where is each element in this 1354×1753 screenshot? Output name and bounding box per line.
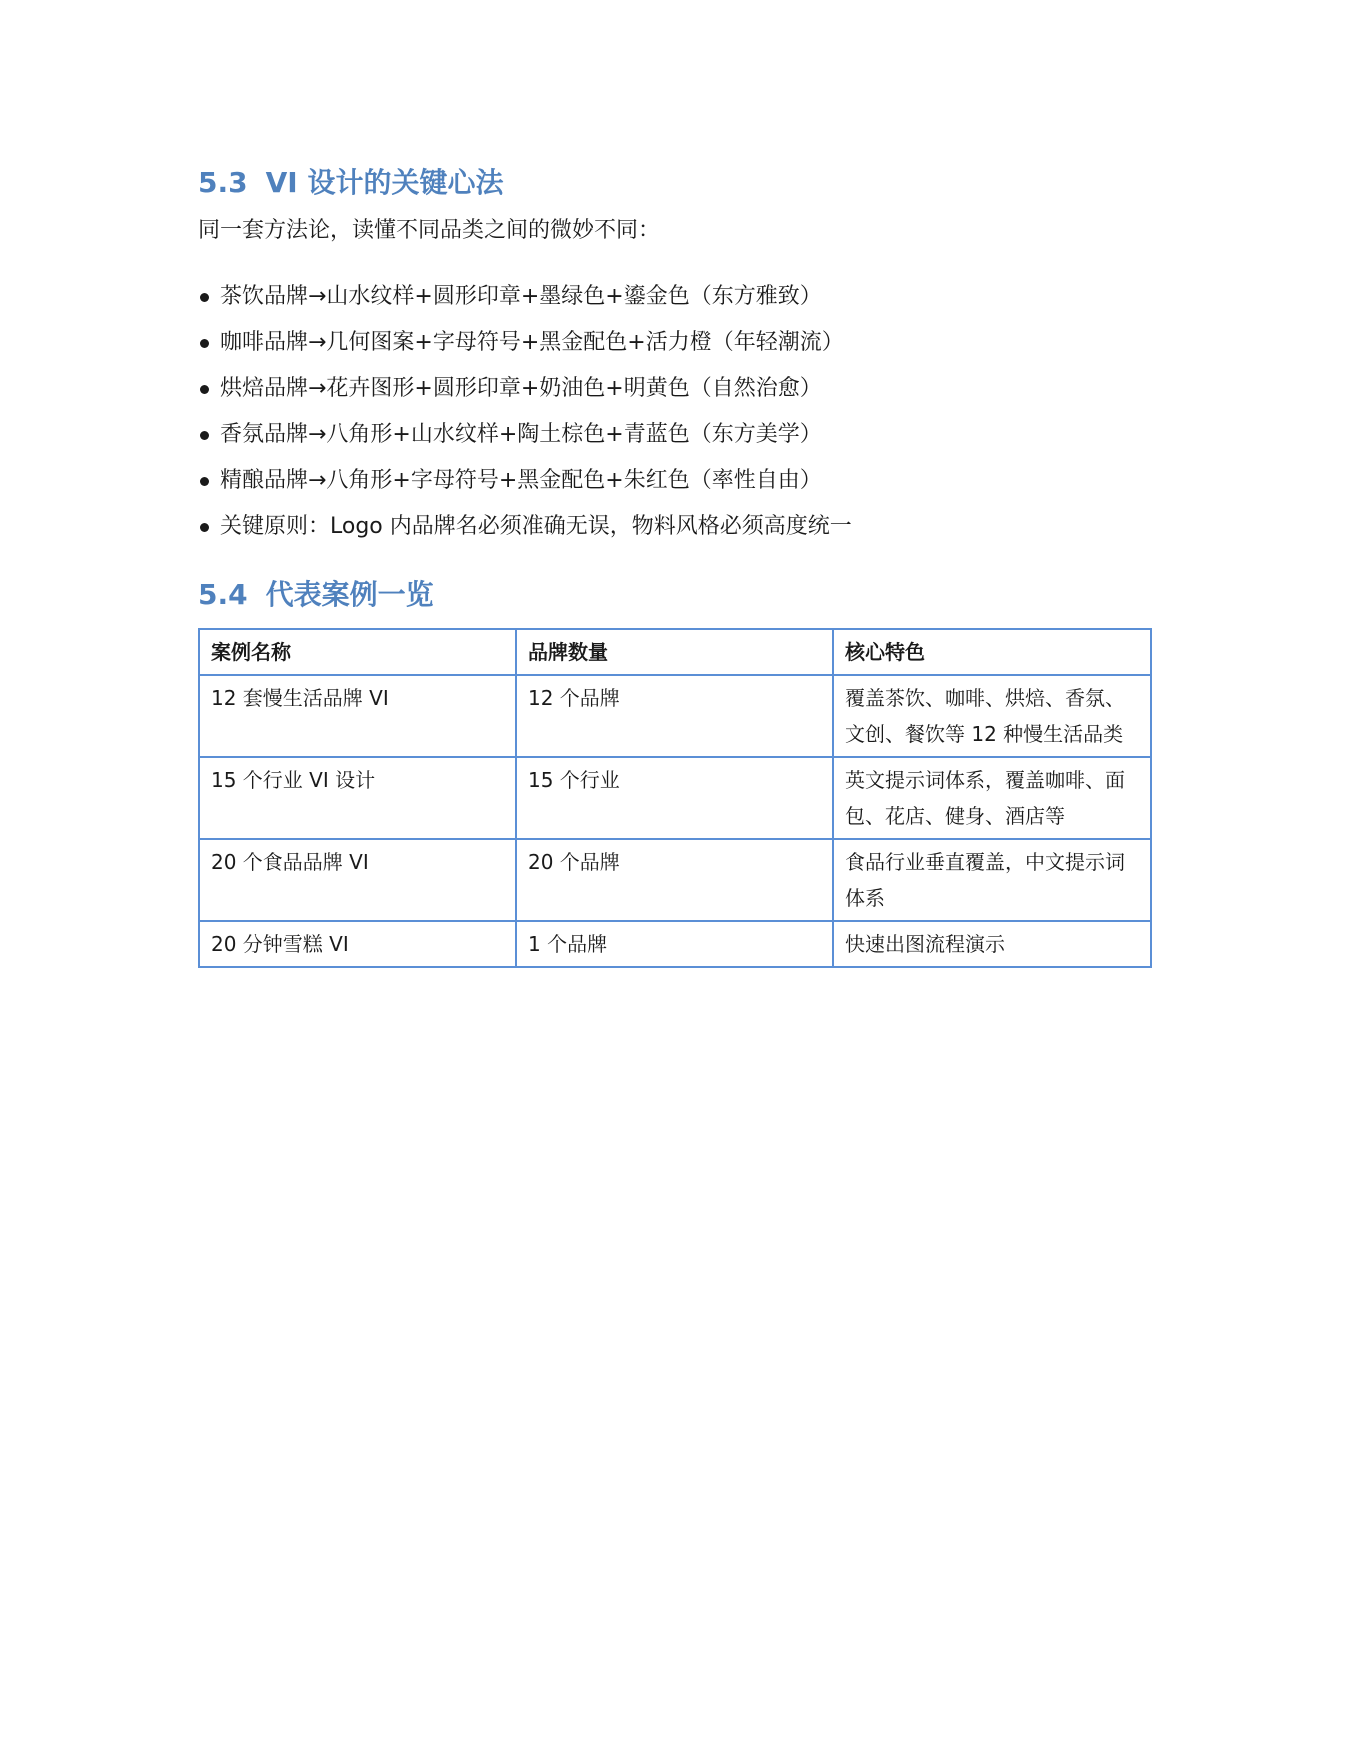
table-row — [199, 675, 1151, 757]
bullet-dot-icon — [200, 385, 209, 394]
bullet-item — [198, 366, 1150, 412]
table-cell: 15 个行业 — [516, 757, 833, 839]
column-header: 核心特色 — [833, 629, 1151, 675]
cases-table — [198, 628, 1152, 968]
table-cell: 覆盖茶饮、咖啡、烘焙、香氛、文创、餐饮等 12 种慢生活品类 — [833, 675, 1151, 757]
bullet-item — [198, 274, 1150, 320]
bullet-text: 关键原则：Logo 内品牌名必须准确无误，物料风格必须高度统一 — [220, 514, 852, 539]
table-cell: 12 个品牌 — [516, 675, 833, 757]
section-title: 代表案例一览 — [265, 578, 434, 611]
table-cell: 20 个品牌 — [516, 839, 833, 921]
bullet-text: 精酿品牌→八角形+字母符号+黑金配色+朱红色（率性自由） — [220, 468, 822, 493]
bullet-item — [198, 412, 1150, 458]
bullet-item — [198, 504, 1150, 550]
table-row — [199, 757, 1151, 839]
table-header-row — [199, 629, 1151, 675]
table-row — [199, 839, 1151, 921]
table-row — [199, 921, 1151, 967]
bullet-list — [198, 274, 1150, 550]
document-page — [198, 158, 1150, 968]
section-number: 5.3 — [198, 166, 248, 199]
bullet-dot-icon — [200, 431, 209, 440]
bullet-dot-icon — [200, 477, 209, 486]
bullet-text: 香氛品牌→八角形+山水纹样+陶土棕色+青蓝色（东方美学） — [220, 422, 822, 447]
table-cell: 15 个行业 VI 设计 — [199, 757, 516, 839]
section-heading-5-4 — [198, 570, 1150, 620]
bullet-dot-icon — [200, 293, 209, 302]
section-title: VI 设计的关键心法 — [265, 166, 504, 199]
section-heading-5-3 — [198, 158, 1150, 208]
column-header: 案例名称 — [199, 629, 516, 675]
bullet-text: 茶饮品牌→山水纹样+圆形印章+墨绿色+鎏金色（东方雅致） — [220, 284, 822, 309]
table-cell: 食品行业垂直覆盖，中文提示词体系 — [833, 839, 1151, 921]
column-header: 品牌数量 — [516, 629, 833, 675]
bullet-item — [198, 458, 1150, 504]
table-cell: 英文提示词体系，覆盖咖啡、面包、花店、健身、酒店等 — [833, 757, 1151, 839]
section-number: 5.4 — [198, 578, 248, 611]
table-cell: 1 个品牌 — [516, 921, 833, 967]
table-cell: 20 分钟雪糕 VI — [199, 921, 516, 967]
table-cell: 20 个食品品牌 VI — [199, 839, 516, 921]
bullet-text: 咖啡品牌→几何图案+字母符号+黑金配色+活力橙（年轻潮流） — [220, 330, 844, 355]
bullet-text: 烘焙品牌→花卉图形+圆形印章+奶油色+明黄色（自然治愈） — [220, 376, 822, 401]
table-cell: 12 套慢生活品牌 VI — [199, 675, 516, 757]
table-cell: 快速出图流程演示 — [833, 921, 1151, 967]
bullet-dot-icon — [200, 523, 209, 532]
bullet-item — [198, 320, 1150, 366]
intro-paragraph: 同一套方法论，读懂不同品类之间的微妙不同： — [198, 218, 661, 243]
bullet-dot-icon — [200, 339, 209, 348]
